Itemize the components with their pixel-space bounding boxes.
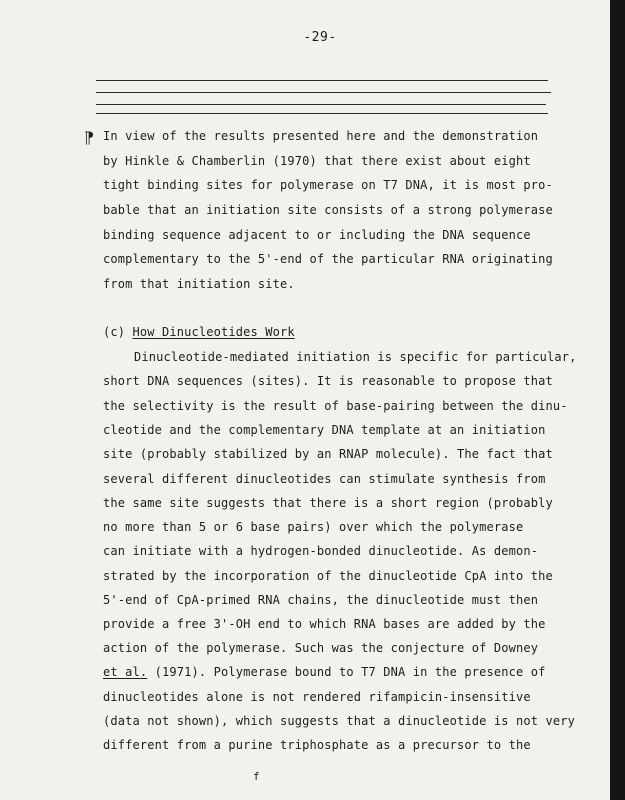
- text-line: complementary to the 5'-end of the particular RNA originating: [103, 252, 553, 266]
- text-line: 5'-end of CpA-primed RNA chains, the dinucleotide must then: [103, 593, 539, 607]
- text-line: can initiate with a hydrogen-bonded dinucleotide. As demon-: [103, 544, 539, 558]
- text-line-rest: (1971). Polymerase bound to T7 DNA in the presence of: [147, 665, 546, 679]
- strikeout-rule: [96, 80, 548, 81]
- text-line: [103, 664, 545, 680]
- strikeout-rule: [96, 113, 548, 114]
- text-line: short DNA sequences (sites). It is reasonable to propose that: [103, 374, 553, 388]
- text-line: cleotide and the complementary DNA template at an initiation: [103, 423, 546, 437]
- strikeout-rule: [96, 104, 546, 105]
- text-line: site (probably stabilized by an RNAP molecule). The fact that: [103, 447, 553, 461]
- text-line: from that initiation site.: [103, 277, 295, 291]
- text-line: by Hinkle & Chamberlin (1970) that there exist about eight: [103, 154, 531, 168]
- text-line: provide a free 3'-OH end to which RNA bases are added by the: [103, 617, 546, 631]
- section-heading: [103, 324, 295, 340]
- text-line: strated by the incorporation of the dinucleotide CpA into the: [103, 569, 553, 583]
- text-line: action of the polymerase. Such was the conjecture of Downey: [103, 641, 539, 655]
- text-line: different from a purine triphosphate as a precursor to the: [103, 738, 531, 752]
- strikeout-rule: [96, 92, 551, 93]
- section-title: How Dinucleotides Work: [132, 325, 295, 339]
- text-line: Dinucleotide-mediated initiation is specific for particular,: [134, 350, 577, 364]
- text-line: bable that an initiation site consists of a strong polymerase: [103, 203, 553, 217]
- text-line: tight binding sites for polymerase on T7 DNA, it is most pro-: [103, 178, 553, 192]
- text-line: no more than 5 or 6 base pairs) over which the polymerase: [103, 520, 524, 534]
- text-line: the same site suggests that there is a short region (probably: [103, 496, 553, 510]
- page-number: -29-: [303, 30, 337, 45]
- citation-etal: et al.: [103, 665, 148, 679]
- text-line: dinucleotides alone is not rendered rifampicin-insensitive: [103, 690, 531, 704]
- text-line: binding sequence adjacent to or including the DNA sequence: [103, 228, 531, 242]
- text-line: In view of the results presented here and the demonstration: [103, 129, 539, 143]
- text-line: (data not shown), which suggests that a dinucleotide is not very: [103, 714, 575, 728]
- text-line: the selectivity is the result of base-pairing between the dinu-: [103, 399, 568, 413]
- section-label: (c): [103, 325, 126, 339]
- text-line: several different dinucleotides can stimulate synthesis from: [103, 472, 546, 486]
- paragraph-mark-icon: ¶: [84, 128, 95, 147]
- bottom-mark: f: [253, 770, 260, 783]
